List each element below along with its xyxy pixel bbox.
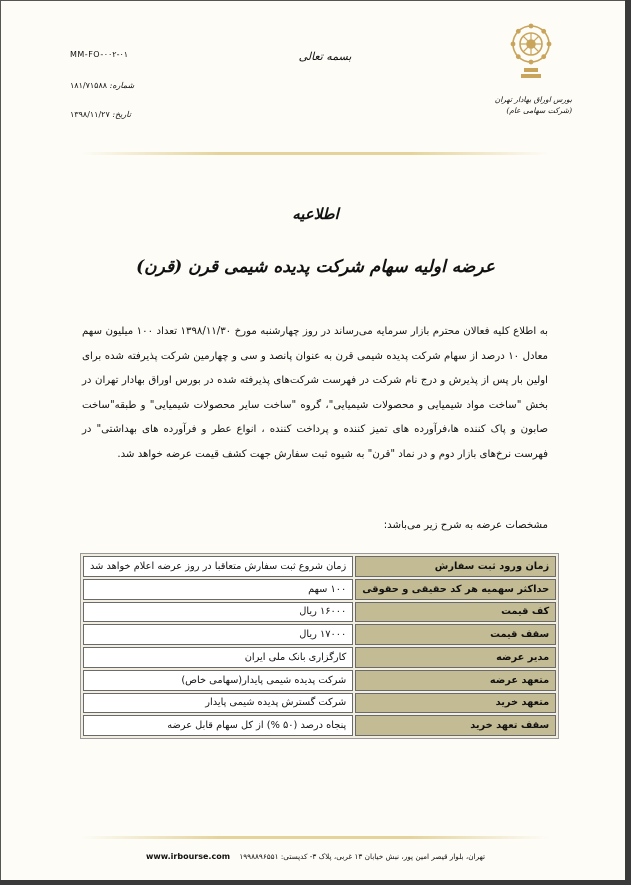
footer — [0, 852, 631, 861]
table-row — [83, 715, 556, 736]
notice-subheading: عرضه اولیه سهام شرکت پدیده شیمی قرن (قرن) — [136, 257, 495, 277]
spec-value-cell: ۱۶۰۰۰ ریال — [83, 602, 353, 623]
org-name-line2: (شرکت سهامی عام) — [506, 106, 572, 115]
spec-label-cell: سقف تعهد خرید — [355, 715, 556, 736]
notice-heading: اطلاعیه — [292, 205, 339, 223]
spec-label-cell: حداکثر سهمیه هر کد حقیقی و حقوقی — [355, 579, 556, 600]
offering-spec-table — [80, 553, 559, 739]
spec-value-cell: زمان شروع ثبت سفارش متعاقبا در روز عرضه اعلام خواهد شد — [83, 556, 353, 577]
notice-paragraph: به اطلاع کلیه فعالان محترم بازار سرمایه می‌رساند در روز چهارشنبه مورخ ۱۳۹۸/۱۱/۳۰ تعداد ۱۰۰ میلیون سهم معادل ۱۰ درصد از سهام شرکت پدیده شیمی قرن به عنوان پانصد و سی و چهارمین شرکت پذیرفته شده برای اولین بار پس از پذیرش و درج نام شرکت در فهرست شرکت‌های پذیرفته شده در بورس اوراق بهادار تهران در بخش "ساخت مواد شیمیایی و محصولات شیمیایی"، گروه "ساخت سایر محصولات شیمیایی" و طبقه"ساخت صابون و پاک کننده ها،فرآورده های تمیز کننده و پرداخت کننده ، انواع عطر و فرآورده های بهداشتی" در فهرست نرخ‌های بازار دوم و در نماد "قرن" به شیوه ثبت سفارش جهت کشف قیمت عرضه خواهد شد. — [82, 326, 548, 460]
spec-value-cell: کارگزاری بانک ملی ایران — [83, 647, 353, 668]
header-divider — [80, 152, 550, 155]
spec-intro: مشخصات عرضه به شرح زیر می‌باشد: — [383, 520, 548, 531]
spec-label-cell: سقف قیمت — [355, 624, 556, 645]
spec-label-cell: متعهد عرضه — [355, 670, 556, 691]
table-row — [83, 579, 556, 600]
form-code: MM-FO-۰۰۲-۰۱ — [70, 50, 129, 59]
letter-number-value: ۱۸۱/۷۱۵۸۸ — [70, 81, 108, 90]
spec-value-cell: شرکت گسترش پدیده شیمی پایدار — [83, 693, 353, 714]
org-name-line1: بورس اوراق بهادار تهران — [494, 95, 572, 104]
letter-date — [70, 110, 140, 119]
page-shadow-bottom — [0, 880, 631, 885]
spec-value-cell: ۱۷۰۰۰ ریال — [83, 624, 353, 645]
letter-date-value: ۱۳۹۸/۱۱/۲۷ — [70, 110, 110, 119]
spec-label-cell: متعهد خرید — [355, 693, 556, 714]
footer-website[interactable]: www.irbourse.com — [145, 852, 231, 861]
table-row — [83, 670, 556, 691]
table-row — [83, 556, 556, 577]
bismillah: بسمه تعالی — [298, 50, 352, 63]
footer-address: تهران، بلوار قیصر امین پور، نبش خیابان ۱۳ غربی، پلاک ۳- کدپستی: ۱۹۹۸۸۹۶۵۵۱ — [239, 852, 486, 861]
footer-divider — [80, 836, 550, 839]
spec-value-cell: شرکت پدیده شیمی پایدار(سهامی خاص) — [83, 670, 353, 691]
org-name — [490, 94, 572, 116]
letter-number-label: شماره: — [109, 81, 135, 90]
spec-value-cell: پنجاه درصد (۵۰ %) از کل سهام قابل عرضه — [83, 715, 353, 736]
letter-number — [70, 81, 140, 90]
spec-value-cell: ۱۰۰ سهم — [83, 579, 353, 600]
table-row — [83, 602, 556, 623]
table-row — [83, 624, 556, 645]
table-row — [83, 647, 556, 668]
letter-date-label: تاریخ: — [112, 110, 131, 119]
spec-label-cell: زمان ورود ثبت سفارش — [355, 556, 556, 577]
spec-label-cell: کف قیمت — [355, 602, 556, 623]
table-row — [83, 693, 556, 714]
tse-logo-icon — [509, 20, 553, 82]
page-shadow-right — [625, 0, 631, 885]
spec-label-cell: مدیر عرضه — [355, 647, 556, 668]
